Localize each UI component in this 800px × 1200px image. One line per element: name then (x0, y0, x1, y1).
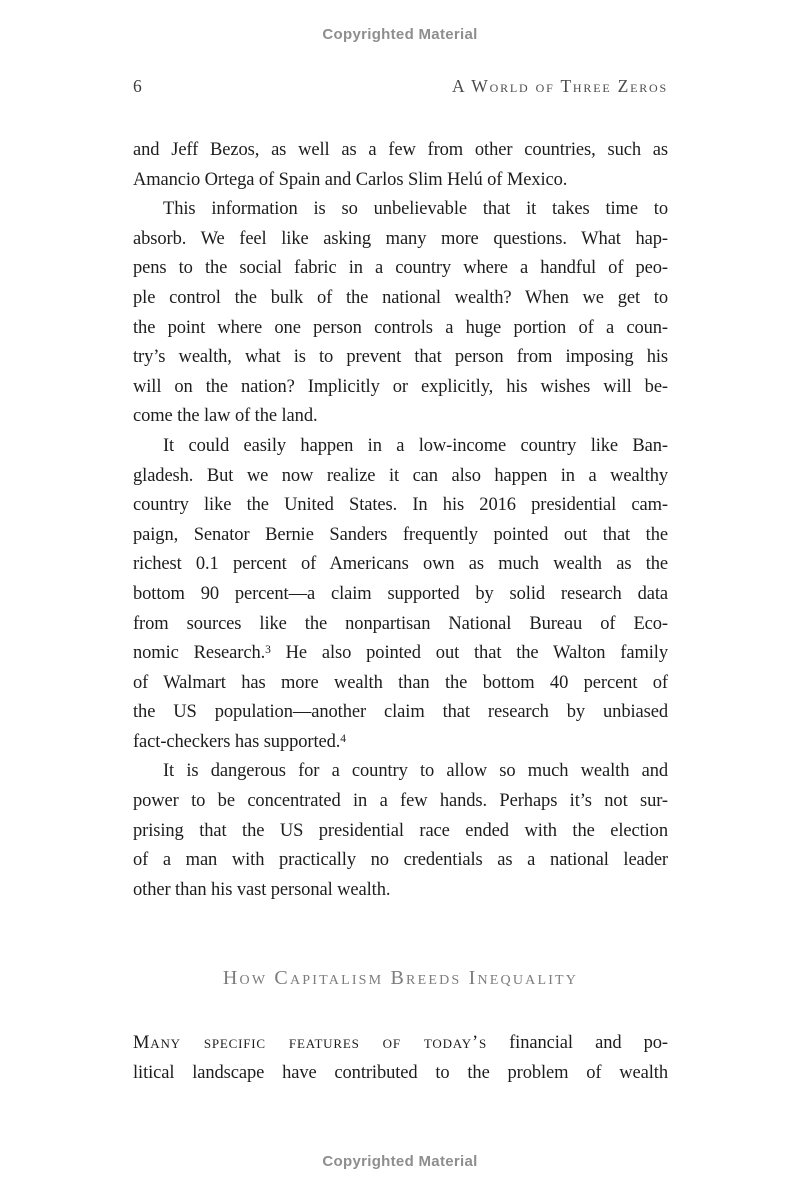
footnote-reference: 3 (265, 643, 271, 656)
page-number: 6 (133, 76, 142, 96)
text-line: of a man with practically no credentials as a national leader (133, 850, 668, 871)
text-line: come the law of the land. (133, 406, 318, 427)
paragraph (133, 1029, 668, 1088)
paragraph (133, 432, 668, 758)
text-line: try’s wealth, what is to prevent that person from imposing his (133, 347, 668, 368)
text-line: Many specific features of today’s financial and po- (133, 1033, 668, 1054)
text-line: richest 0.1 percent of Americans own as much wealth as the (133, 554, 668, 575)
running-head: A World of Three Zeros (451, 76, 668, 96)
text-line: country like the United States. In his 2016 presidential cam- (133, 495, 668, 516)
text-line: litical landscape have contributed to the problem of wealth (133, 1063, 668, 1084)
text-line: will on the nation? Implicitly or explicitly, his wishes will be- (133, 376, 668, 397)
page-header (133, 76, 668, 97)
text-line: other than his vast personal wealth. (133, 879, 391, 900)
paragraph (133, 136, 668, 195)
text-line: paign, Senator Bernie Sanders frequently pointed out that the (133, 524, 668, 545)
footnote-reference: 4 (340, 732, 346, 745)
small-caps-opener: Many specific features of today’s (133, 1033, 487, 1054)
copyright-notice-bottom: Copyrighted Material (322, 1153, 478, 1170)
text-line: This information is so unbelievable that it takes time to (163, 199, 668, 220)
text-line: bottom 90 percent—a claim supported by solid research data (133, 583, 668, 604)
text-line: It is dangerous for a country to allow so much wealth and (163, 761, 668, 782)
text-line: the point where one person controls a huge portion of a coun- (133, 317, 668, 338)
paragraphs-after-heading (133, 1029, 668, 1088)
text-line: pens to the social fabric in a country where a handful of peo- (133, 258, 668, 279)
section-heading: How Capitalism Breeds Inequality (222, 967, 579, 990)
text-line: ple control the bulk of the national wealth? When we get to (133, 287, 668, 308)
text-line: and Jeff Bezos, as well as a few from other countries, such as (133, 140, 668, 160)
paragraph (133, 757, 668, 905)
text-line: from sources like the nonpartisan National Bureau of Eco- (133, 613, 668, 634)
text-line: the US population—another claim that research by unbiased (133, 702, 668, 723)
paragraph (133, 195, 668, 432)
text-line: prising that the US presidential race ended with the election (133, 820, 668, 841)
text-line: It could easily happen in a low-income country like Ban- (163, 435, 668, 456)
body-text (133, 136, 668, 1089)
copyright-notice-top: Copyrighted Material (322, 26, 478, 43)
text-line: gladesh. But we now realize it can also happen in a wealthy (133, 465, 668, 486)
text-line: of Walmart has more wealth than the bottom 40 percent of (133, 672, 668, 693)
text-line: fact-checkers has supported.$^4$ (133, 731, 346, 752)
paragraphs-before-heading (133, 136, 668, 905)
text-line: nomic Research.$^3$ He also pointed out that the Walton family (133, 643, 668, 664)
text-line: Amancio Ortega of Spain and Carlos Slim Helú of Mexico. (133, 169, 568, 190)
text-line: absorb. We feel like asking many more questions. What hap- (133, 228, 668, 249)
text-line: power to be concentrated in a few hands. Perhaps it’s not sur- (133, 791, 668, 812)
